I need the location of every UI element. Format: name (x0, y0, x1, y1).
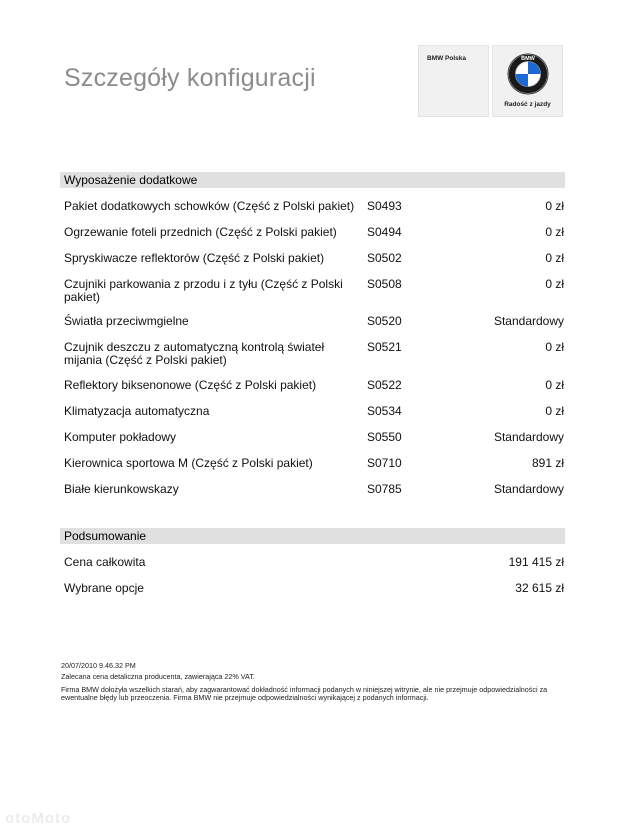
option-code: S0520 (367, 314, 402, 328)
option-name: Reflektory biksenonowe (Część z Polski pakiet) (64, 378, 317, 392)
option-name: Komputer pokładowy (64, 430, 177, 444)
option-name: Spryskiwacze reflektorów (Część z Polski pakiet) (64, 251, 325, 265)
option-price: 891 zł (531, 456, 564, 470)
watermark: otoMoto (5, 810, 72, 827)
option-name: Światła przeciwmgielne (64, 314, 189, 328)
option-code: S0522 (367, 378, 402, 392)
option-price: 0 zł (545, 378, 564, 392)
page-title: Szczegóły konfiguracji (64, 63, 316, 92)
timestamp: 20/07/2010 9.46.32 PM (61, 661, 136, 670)
option-name: Czujniki parkowania z przodu i z tyłu (Część z Polski pakiet) (64, 277, 343, 304)
option-price: 0 zł (545, 225, 564, 239)
option-code: S0550 (367, 430, 402, 444)
brand-logo-box (492, 45, 563, 117)
summary-value: 191 415 zł (508, 555, 564, 569)
option-price: 0 zł (545, 199, 564, 213)
option-code: S0493 (367, 199, 402, 213)
disclaimer: Firma BMW dołożyła wszelkich starań, aby zagwarantować dokładność informacji podanych w niniejszej witrynie, ale nie przejmuje odpowiedzialności za ewentualne błędy lub przeoczenia. Firma BMW nie przejmuje odpowiedzialności wynikającej z podanych informacji. (61, 685, 548, 702)
equipment-section-header: Wyposażenie dodatkowe (60, 172, 565, 188)
brand-name: BMW Polska (427, 55, 467, 62)
option-price: 0 zł (545, 251, 564, 265)
summary-value: 32 615 zł (515, 581, 564, 595)
option-code: S0521 (367, 340, 402, 354)
option-price: 0 zł (545, 340, 564, 354)
option-name: Klimatyzacja automatyczna (64, 404, 210, 418)
brand-tagline: Radość z jazdy (504, 101, 551, 108)
summary-label: Wybrane opcje (64, 581, 144, 595)
option-code: S0785 (367, 482, 402, 496)
option-name: Pakiet dodatkowych schowków (Część z Polski pakiet) (64, 199, 355, 213)
option-name: Białe kierunkowskazy (64, 482, 179, 496)
vat-note: Zalecana cena detaliczna producenta, zawierająca 22% VAT. (61, 672, 255, 681)
brand-name-box (418, 45, 489, 117)
bmw-logo-icon (507, 53, 549, 95)
option-name: Kierownica sportowa M (Część z Polski pakiet) (64, 456, 313, 470)
option-name: Ogrzewanie foteli przednich (Część z Polski pakiet) (64, 225, 337, 239)
logo-text: BMW (521, 55, 535, 62)
option-code: S0502 (367, 251, 402, 265)
option-price: 0 zł (545, 404, 564, 418)
option-name: Czujnik deszczu z automatyczną kontrolą świateł mijania (Część z Polski pakiet) (64, 340, 325, 367)
option-price: Standardowy (493, 482, 564, 496)
option-price: Standardowy (493, 430, 564, 444)
option-code: S0508 (367, 277, 402, 291)
option-code: S0494 (367, 225, 402, 239)
option-code: S0710 (367, 456, 402, 470)
option-price: 0 zł (545, 277, 564, 291)
option-code: S0534 (367, 404, 402, 418)
summary-label: Cena całkowita (64, 555, 146, 569)
summary-section-header: Podsumowanie (60, 528, 565, 544)
option-price: Standardowy (493, 314, 564, 328)
